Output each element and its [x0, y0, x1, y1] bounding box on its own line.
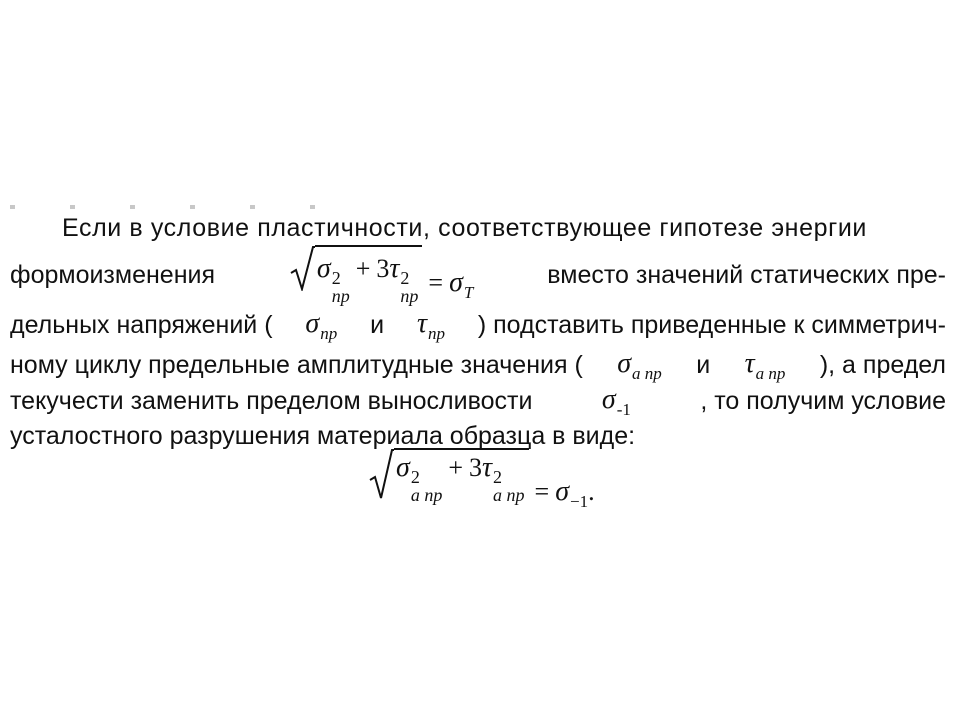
- exponent: 2: [400, 267, 410, 288]
- tau-symbol: τ: [481, 452, 493, 483]
- exponent: 2: [493, 467, 503, 487]
- line-3-part-c: ) подставить приведенные к симметрич-: [477, 311, 946, 339]
- tau-pr: [417, 304, 445, 347]
- subscript: -1: [616, 399, 631, 419]
- radicand: [394, 448, 529, 505]
- tau-exponent-subscript: [493, 468, 525, 504]
- exponent: 2: [331, 267, 341, 288]
- tau-symbol: τ: [744, 347, 755, 379]
- line-5-part-b: , то получим условие: [700, 387, 946, 415]
- exponent: 2: [410, 467, 420, 487]
- fatigue-formula-body: [368, 448, 595, 511]
- paragraph-line-1: [62, 208, 946, 248]
- equals-sign: =: [534, 477, 550, 506]
- coefficient: 3: [468, 453, 482, 482]
- line-4-part-c: ), а предел: [819, 351, 946, 379]
- sigma-symbol: σ: [396, 452, 410, 483]
- sigma-pr: [305, 304, 337, 347]
- subscript: а пр: [410, 485, 443, 505]
- tau-exponent-subscript: [400, 269, 418, 305]
- plus-sign: +: [448, 453, 463, 482]
- sigma-symbol: σ: [449, 266, 463, 298]
- square-root: [368, 448, 529, 505]
- sigma-symbol: σ: [316, 252, 331, 284]
- coefficient: 3: [376, 253, 390, 283]
- square-root: [289, 245, 423, 306]
- line-2-tail: вместо значений статических пре-: [547, 261, 946, 289]
- line-2-text: формоизменения: [10, 261, 216, 289]
- line-4-conjunction: и: [696, 351, 711, 379]
- subscript: пр: [400, 285, 419, 306]
- subscript-T: T: [463, 282, 474, 302]
- subscript: пр: [320, 323, 338, 343]
- radical-sign-icon: [289, 245, 315, 291]
- subscript: а пр: [632, 363, 662, 383]
- subscript-minus-1: −1: [570, 492, 589, 511]
- subscript: а пр: [755, 363, 786, 383]
- sigma-symbol: σ: [617, 347, 632, 379]
- subscript: а пр: [493, 485, 525, 505]
- sigma-symbol: σ: [555, 476, 569, 507]
- plus-sign: +: [355, 253, 371, 283]
- subscript: пр: [427, 323, 445, 343]
- paragraph-line-5: [10, 381, 946, 421]
- paragraph-line-4: [10, 345, 946, 385]
- sigma-exponent-subscript: [332, 269, 350, 305]
- subscript: пр: [331, 285, 350, 306]
- line-3-conjunction: и: [370, 311, 385, 339]
- paragraph-line-3: [10, 305, 946, 345]
- line-1-text: Если в условие пластичности, соответствующее гипотезе энергии: [62, 214, 867, 242]
- tau-symbol: τ: [416, 307, 427, 339]
- fatigue-failure-formula: [368, 448, 595, 511]
- radicand: [315, 245, 423, 306]
- plasticity-condition-formula: [289, 245, 473, 306]
- line-3-part-a: дельных напряжений (: [10, 311, 273, 339]
- line-5-part-a: текучести заменить пределом выносливости: [10, 387, 533, 415]
- equals-sign: =: [428, 267, 444, 297]
- sigma-exponent-subscript: [411, 468, 443, 504]
- radical-sign-icon: [368, 448, 394, 500]
- period: .: [588, 477, 595, 506]
- line-4-part-a: ному циклу предельные амплитудные значения (: [10, 351, 583, 379]
- paragraph-line-2: [10, 252, 946, 306]
- line-6-text: усталостного разрушения материала образца в виде:: [10, 422, 636, 450]
- sigma-symbol: σ: [601, 383, 616, 415]
- sigma-symbol: σ: [305, 307, 320, 339]
- tau-symbol: τ: [389, 252, 400, 284]
